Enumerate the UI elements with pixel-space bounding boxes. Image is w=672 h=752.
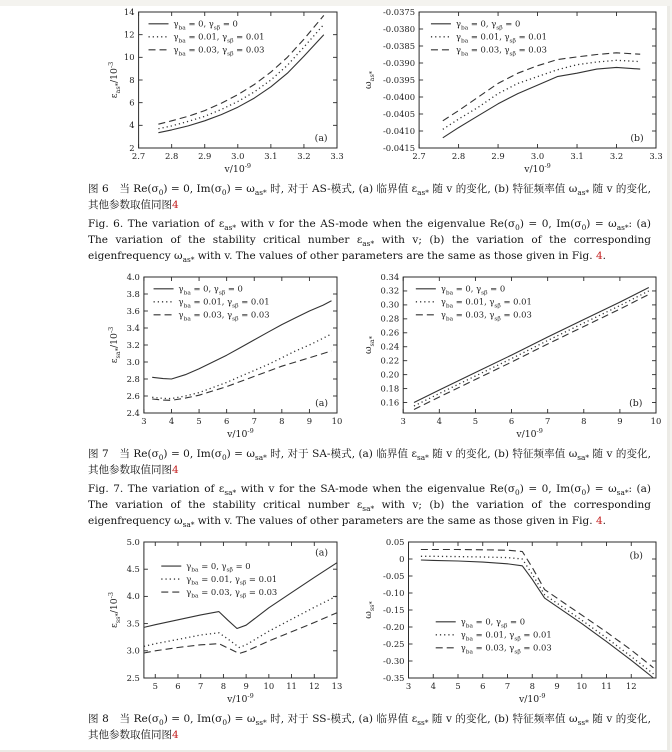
svg-text:6: 6 <box>508 416 515 427</box>
svg-text:6: 6 <box>129 97 135 108</box>
svg-text:7: 7 <box>198 681 204 692</box>
svg-text:10: 10 <box>123 52 135 63</box>
svg-text:γba = 0.03, γsβ = 0.03: $\gamma_{ba} = 0.03$, $\gamma_{s\beta} = 0.03$ <box>460 642 552 656</box>
svg-text:γba = 0, γsβ = 0: $\gamma_{ba} = 0$, $\gamma_{s\beta} = 0$ <box>186 561 251 575</box>
svg-text:0: 0 <box>399 554 405 565</box>
svg-text:-0.05: -0.05 <box>383 571 405 582</box>
svg-text:3: 3 <box>141 416 147 427</box>
svg-text:9: 9 <box>306 416 313 427</box>
caption-text: 图 8 当 $Re(\sigma_0) = 0$, $Im(\sigma_0) = \omega_{ss*}$ 时, 对于 SS-模式, (a) 临界值 $\varepsilon_{ss*}$ 随 v 的变化, (b) 特征频率值 $\omega_{ss*}$ 随 v 的变化, 其他参数取值同图 <box>88 713 651 742</box>
svg-text:12: 12 <box>625 681 637 692</box>
svg-text:v/10-9: $v/10^{-9}$ <box>227 692 254 706</box>
svg-text:3.2: 3.2 <box>126 339 140 350</box>
svg-text:4: 4 <box>436 416 442 427</box>
svg-text:γba = 0, γsβ = 0: $\gamma_{ba} = 0$, $\gamma_{s\beta} = 0$ <box>178 283 243 297</box>
svg-text:9: 9 <box>554 681 560 692</box>
svg-text:γba = 0.03, γsβ = 0.03: $\gamma_{ba} = 0.03$, $\gamma_{s\beta} = 0.03$ <box>440 309 532 323</box>
svg-text:8: 8 <box>529 681 535 692</box>
svg-text:4: 4 <box>129 120 135 131</box>
svg-text:3.2: 3.2 <box>297 151 311 161</box>
svg-text:γba = 0.01, γsβ = 0.01: $\gamma_{ba} = 0.01$, $\gamma_{s\beta} = 0.01$ <box>440 296 532 310</box>
svg-text:4.5: 4.5 <box>126 564 140 575</box>
fig7-caption-en <box>88 482 651 530</box>
svg-text:-0.35: -0.35 <box>383 673 405 684</box>
svg-text:0.34: 0.34 <box>380 271 400 282</box>
svg-text:11: 11 <box>286 681 297 692</box>
svg-text:13: 13 <box>331 681 343 692</box>
svg-text:3.6: 3.6 <box>126 305 140 316</box>
svg-text:v/10-9: $v/10^{-9}$ <box>227 427 254 441</box>
fig8a-plot <box>106 536 346 706</box>
svg-text:0.05: 0.05 <box>385 537 405 548</box>
svg-text:γba = 0, γsβ = 0: $\gamma_{ba} = 0$, $\gamma_{s\beta} = 0$ <box>460 616 526 630</box>
svg-text:8: 8 <box>581 416 587 427</box>
figure8-caption <box>88 712 651 744</box>
svg-text:0.30: 0.30 <box>380 299 400 310</box>
svg-text:-0.0380: -0.0380 <box>382 23 416 34</box>
svg-text:(b): (b) <box>630 133 644 145</box>
svg-text:2: 2 <box>129 142 135 153</box>
svg-text:7: 7 <box>544 416 551 427</box>
fig6-caption-zh <box>88 182 651 214</box>
svg-text:-0.0400: -0.0400 <box>382 91 416 102</box>
svg-text:γba = 0.03, γsβ = 0.03: $\gamma_{ba} = 0.03$, $\gamma_{s\beta} = 0.03$ <box>455 44 547 58</box>
svg-text:0.22: 0.22 <box>380 355 400 366</box>
svg-text:(a): (a) <box>314 133 328 145</box>
svg-text:12: 12 <box>308 681 320 692</box>
svg-text:v/10-9: $v/10^{-9}$ <box>524 162 551 175</box>
svg-text:3.2: 3.2 <box>609 151 624 161</box>
svg-text:-0.15: -0.15 <box>383 605 405 616</box>
svg-text:6: 6 <box>223 416 230 427</box>
svg-text:5: 5 <box>472 416 479 427</box>
fig8-zh-figref-link[interactable]: 4 <box>172 729 179 742</box>
svg-text:-0.0405: -0.0405 <box>382 108 416 119</box>
svg-text:7: 7 <box>504 681 511 692</box>
svg-text:10: 10 <box>331 416 343 427</box>
fig6-en-figref-link[interactable]: 4 <box>595 250 603 263</box>
svg-text:12: 12 <box>123 29 135 40</box>
svg-text:γba = 0.03, γsβ = 0.03: $\gamma_{ba} = 0.03$, $\gamma_{s\beta} = 0.03$ <box>186 587 278 601</box>
fig6a-plot <box>106 6 346 176</box>
svg-text:(b): (b) <box>629 398 643 410</box>
svg-text:6: 6 <box>480 681 486 692</box>
svg-text:8: 8 <box>279 416 285 427</box>
svg-text:ωss*: $\omega_{ss*}$ <box>363 601 376 620</box>
svg-text:γba = 0, γsβ = 0: $\gamma_{ba} = 0$, $\gamma_{s\beta} = 0$ <box>440 283 506 297</box>
caption-text-suffix: . <box>602 515 606 528</box>
fig7-caption-zh <box>88 447 651 479</box>
svg-text:-0.0410: -0.0410 <box>382 125 416 136</box>
svg-text:γba = 0.01, γsβ = 0.01: $\gamma_{ba} = 0.01$, $\gamma_{s\beta} = 0.01$ <box>178 296 270 310</box>
fig8-caption-zh <box>88 712 651 744</box>
fig6b-plot <box>360 6 665 176</box>
figure8-row <box>0 536 667 706</box>
paper-page <box>0 6 670 752</box>
svg-text:4.0: 4.0 <box>126 271 140 282</box>
svg-text:14: 14 <box>123 6 135 17</box>
caption-text: Fig. 6. The variation of $\varepsilon_{as*}$ with v for the AS-mode when the eigenvalue $Re(\sigma_0) = 0$, $Im(\sigma_0) = \omega_{as*}$: (a) The variation of the stability critical number $\varepsilon_{as*}$ with v; (b) the variation of the corresponding eigenfrequency $\omega_{as*}$ with v. The values of other parameters are the same as those given in Fig. <box>88 217 652 265</box>
svg-text:2.8: 2.8 <box>451 151 466 161</box>
svg-text:γba = 0.01, γsβ = 0.01: $\gamma_{ba} = 0.01$, $\gamma_{s\beta} = 0.01$ <box>460 629 552 643</box>
svg-text:-0.0375: -0.0375 <box>382 6 416 17</box>
svg-text:γba = 0, γsβ = 0: $\gamma_{ba} = 0$, $\gamma_{s\beta} = 0$ <box>455 18 521 32</box>
svg-text:5: 5 <box>455 681 461 692</box>
svg-text:0.28: 0.28 <box>380 313 400 324</box>
svg-text:3.3: 3.3 <box>330 151 344 161</box>
fig7a-plot <box>106 271 346 441</box>
svg-text:10: 10 <box>576 681 588 692</box>
figure7-caption <box>88 447 651 530</box>
svg-text:3.4: 3.4 <box>126 322 140 333</box>
svg-text:7: 7 <box>251 416 257 427</box>
svg-text:8: 8 <box>220 681 227 692</box>
caption-text: 图 7 当 $Re(\sigma_0) = 0$, $Im(\sigma_0) = \omega_{sa*}$ 时, 对于 SA-模式, (a) 临界值 $\varepsilon_{sa*}$ 随 v 的变化, (b) 特征频率值 $\omega_{sa*}$ 随 v 的变化, 其他参数取值同图 <box>88 448 651 477</box>
fig6-caption-en <box>88 217 651 265</box>
figure7-row <box>0 271 667 441</box>
svg-text:γba = 0.01, γsβ = 0.01: $\gamma_{ba} = 0.01$, $\gamma_{s\beta} = 0.01$ <box>173 31 265 45</box>
svg-text:5.0: 5.0 <box>126 537 140 548</box>
svg-text:ωas*: $\omega_{as*}$ <box>363 70 376 90</box>
svg-text:2.9: 2.9 <box>198 151 212 161</box>
svg-text:(a): (a) <box>315 398 329 410</box>
svg-text:2.7: 2.7 <box>131 151 146 161</box>
svg-text:2.8: 2.8 <box>165 151 179 161</box>
svg-text:3: 3 <box>405 681 412 692</box>
svg-text:γba = 0.03, γsβ = 0.03: $\gamma_{ba} = 0.03$, $\gamma_{s\beta} = 0.03$ <box>173 44 265 58</box>
svg-text:2.6: 2.6 <box>126 390 140 401</box>
svg-text:3.0: 3.0 <box>126 356 140 367</box>
svg-text:5: 5 <box>152 681 158 692</box>
svg-text:(b): (b) <box>629 550 643 562</box>
svg-text:v/10-9: $v/10^{-9}$ <box>224 162 252 175</box>
svg-text:ωsa*: $\omega_{sa*}$ <box>363 336 376 355</box>
svg-text:3: 3 <box>400 416 406 427</box>
svg-text:-0.0390: -0.0390 <box>382 57 416 68</box>
svg-text:γba = 0, γsβ = 0: $\gamma_{ba} = 0$, $\gamma_{s\beta} = 0$ <box>173 18 238 32</box>
svg-text:-0.0385: -0.0385 <box>382 40 416 51</box>
svg-text:2.9: 2.9 <box>491 151 505 161</box>
fig7-en-figref-link[interactable]: 4 <box>595 515 603 528</box>
svg-text:3.8: 3.8 <box>126 288 140 299</box>
svg-text:3.1: 3.1 <box>570 151 584 161</box>
svg-text:-0.20: -0.20 <box>383 622 405 633</box>
svg-text:-0.0395: -0.0395 <box>382 74 416 85</box>
svg-text:γba = 0.01, γsβ = 0.01: $\gamma_{ba} = 0.01$, $\gamma_{s\beta} = 0.01$ <box>186 574 278 588</box>
svg-text:0.32: 0.32 <box>380 285 400 296</box>
caption-text: 图 6 当 $Re(\sigma_0) = 0$, $Im(\sigma_0) = \omega_{as*}$ 时, 对于 AS-模式, (a) 临界值 $\varepsilon_{as*}$ 随 v 的变化, (b) 特征频率值 $\omega_{as*}$ 随 v 的变化, 其他参数取值同图 <box>88 183 651 212</box>
svg-text:9: 9 <box>243 681 249 692</box>
svg-text:εss*/10-3: $\varepsilon_{ss*}/10^{-3}$ <box>107 592 122 629</box>
svg-text:2.4: 2.4 <box>126 407 140 418</box>
svg-text:3.1: 3.1 <box>264 151 278 161</box>
svg-text:6: 6 <box>175 681 181 692</box>
svg-text:-0.10: -0.10 <box>383 588 405 599</box>
svg-text:3.0: 3.0 <box>231 151 245 161</box>
svg-text:-0.0415: -0.0415 <box>382 142 416 153</box>
svg-text:4: 4 <box>430 681 436 692</box>
svg-text:11: 11 <box>601 681 612 692</box>
svg-text:-0.30: -0.30 <box>383 656 405 667</box>
svg-text:3.3: 3.3 <box>649 151 663 161</box>
svg-text:3.0: 3.0 <box>126 645 140 656</box>
svg-text:2.7: 2.7 <box>412 151 426 161</box>
svg-text:-0.25: -0.25 <box>383 639 405 650</box>
svg-text:0.20: 0.20 <box>380 369 400 380</box>
svg-text:γba = 0.01, γsβ = 0.01: $\gamma_{ba} = 0.01$, $\gamma_{s\beta} = 0.01$ <box>455 31 547 45</box>
svg-text:v/10-9: $v/10^{-9}$ <box>516 427 543 441</box>
figure6-caption <box>88 182 651 265</box>
svg-text:3.0: 3.0 <box>530 151 545 161</box>
svg-text:εsa*/10-3: $\varepsilon_{sa*}/10^{-3}$ <box>107 326 122 364</box>
svg-text:9: 9 <box>617 416 623 427</box>
fig6-zh-figref-link[interactable]: 4 <box>172 199 179 212</box>
svg-text:0.18: 0.18 <box>380 383 400 394</box>
svg-text:4: 4 <box>168 416 175 427</box>
fig7b-plot <box>360 271 665 441</box>
svg-text:10: 10 <box>263 681 275 692</box>
fig7-zh-figref-link[interactable]: 4 <box>172 464 179 477</box>
svg-text:8: 8 <box>129 74 135 85</box>
figure6-row <box>0 6 667 176</box>
svg-text:2.8: 2.8 <box>126 373 140 384</box>
svg-text:2.5: 2.5 <box>126 673 140 684</box>
svg-text:γba = 0.03, γsβ = 0.03: $\gamma_{ba} = 0.03$, $\gamma_{s\beta} = 0.03$ <box>178 309 270 323</box>
svg-text:εas*/10-3: $\varepsilon_{as*}/10^{-3}$ <box>107 61 122 99</box>
caption-text-suffix: . <box>602 250 606 263</box>
svg-text:0.26: 0.26 <box>380 327 400 338</box>
svg-text:v/10-9: $v/10^{-9}$ <box>518 692 546 706</box>
svg-text:0.16: 0.16 <box>380 397 400 408</box>
svg-text:0.24: 0.24 <box>380 341 400 352</box>
fig8b-plot <box>360 536 665 706</box>
svg-text:4.0: 4.0 <box>126 591 140 602</box>
svg-text:5: 5 <box>196 416 202 427</box>
svg-text:10: 10 <box>650 416 662 427</box>
svg-text:(a): (a) <box>315 547 329 559</box>
caption-text: Fig. 7. The variation of $\varepsilon_{sa*}$ with v for the SA-mode when the eigenvalue $Re(\sigma_0) = 0$, $Im(\sigma_0) = \omega_{sa*}$: (a) The variation of the stability critical number $\varepsilon_{sa*}$ with v; (b) the variation of the corresponding eigenfrequency $\omega_{sa*}$ with v. The values of other parameters are the same as those given in Fig. <box>88 483 652 530</box>
svg-text:3.5: 3.5 <box>126 618 140 629</box>
